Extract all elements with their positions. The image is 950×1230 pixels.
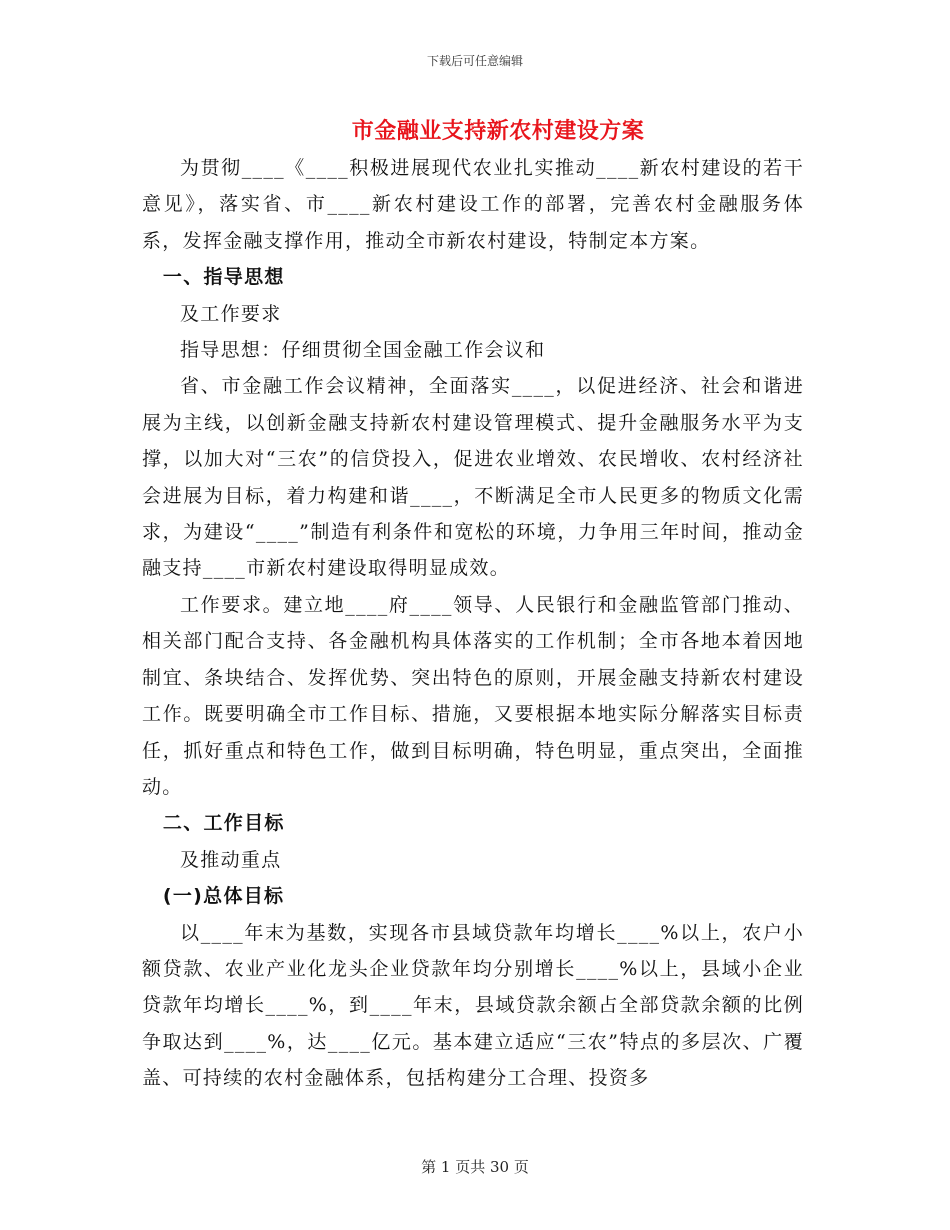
subsection-heading-overall-goal: (一)总体目标 (162, 885, 285, 908)
section-heading-guiding-thought: 一、指导思想 (162, 266, 285, 289)
paragraph-overall-goal: 以____年末为基数，实现各市县域贷款年均增长____%以上，农户小额贷款、农业产业化龙头企业贷款年均分别增长____%以上，县域小企业贷款年均增长____%，到____年末，县域贷款余额占全部贷款余额的比例争取达到____%，达____亿元。基本建立适应“三农”特点的多层次、广覆盖、可持续的农村金融体系，包括构建分工合理、投资多 (142, 921, 804, 1090)
paragraph-guiding-thought-body: 省、市金融工作会议精神，全面落实____，以促进经济、社会和谐进展为主线，以创新金融支持新农村建设管理模式、提升金融服务水平为支撑，以加大对“三农”的信贷投入，促进农业增效、农民增收、农村经济社会进展为目标，着力构建和谐____，不断满足全市人民更多的物质文化需求，为建设“____”制造有利条件和宽松的环境，力争用三年时间，推动金融支持____市新农村建设取得明显成效。 (142, 375, 804, 580)
paragraph-guiding-thought-lead: 指导思想：仔细贯彻全国金融工作会议和 (180, 339, 546, 362)
paragraph-work-requirements: 工作要求。建立地____府____领导、人民银行和金融监管部门推动、相关部门配合支持、各金融机构具体落实的工作机制；全市各地本着因地制宜、条块结合、发挥优势、突出特色的原则，开展金融支持新农村建设工作。既要明确全市工作目标、措施，又要根据本地实际分解落实目标责任，抓好重点和特色工作，做到目标明确，特色明显，重点突出，全面推动。 (142, 593, 804, 798)
section-heading-work-goals: 二、工作目标 (162, 812, 285, 835)
paragraph-subtitle-requirements: 及工作要求 (180, 302, 282, 325)
header-note: 下载后可任意编辑 (426, 54, 523, 68)
paragraph-subtitle-priorities: 及推动重点 (180, 848, 282, 871)
document-body (142, 150, 804, 1097)
page-number: 第 1 页共 30 页 (421, 1158, 529, 1176)
document-title: 市金融业支持新农村建设方案 (351, 118, 645, 144)
paragraph-intro: 为贯彻____《____积极进展现代农业扎实推动____新农村建设的若干意见》，落实省、市____新农村建设工作的部署，完善农村金融服务体系，发挥金融支撑作用，推动全市新农村建设，特制定本方案。 (142, 157, 804, 252)
